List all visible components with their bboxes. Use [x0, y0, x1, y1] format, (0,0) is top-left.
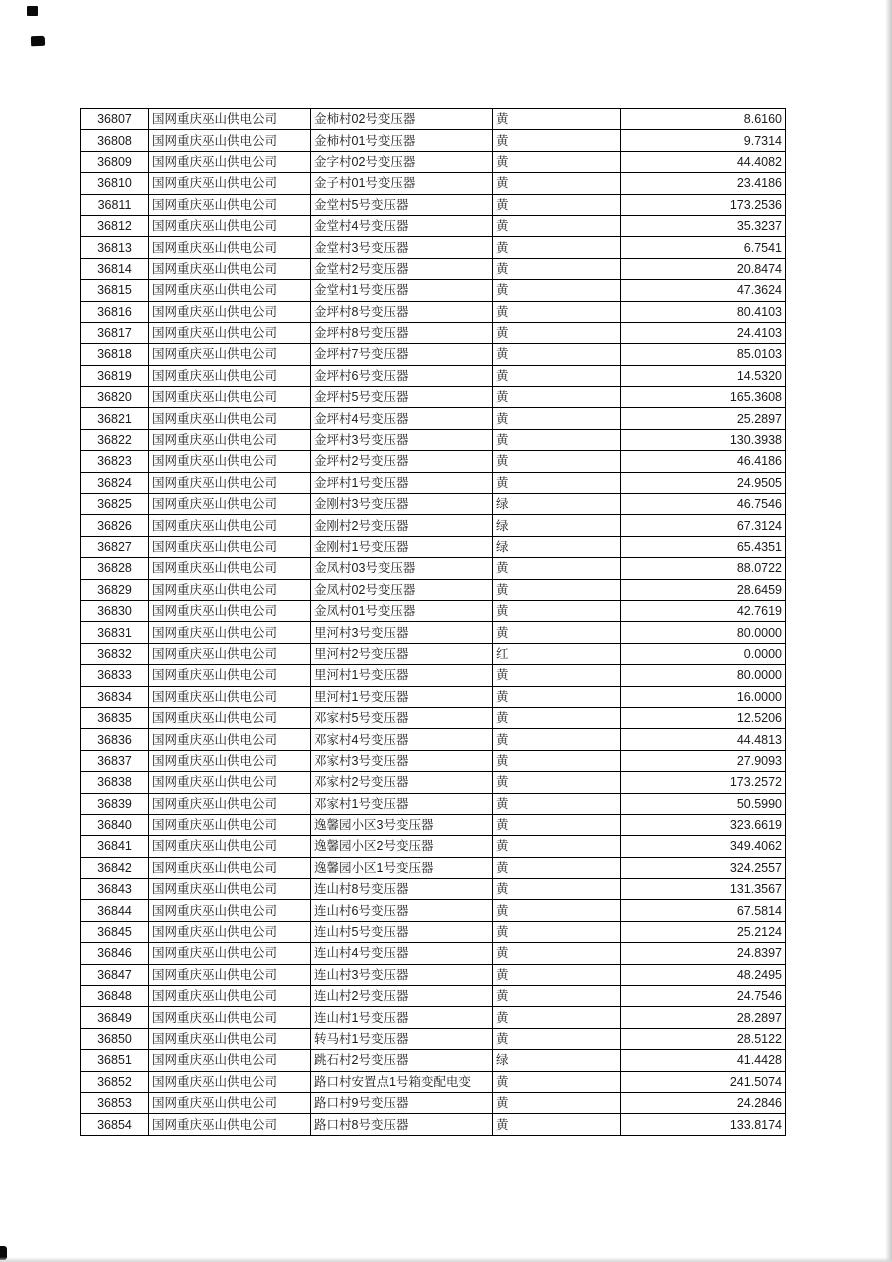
table-row — [81, 472, 786, 493]
table-row — [81, 322, 786, 343]
value-cell: 28.5122 — [621, 1028, 786, 1049]
transformer-cell: 金刚村3号变压器 — [311, 494, 493, 515]
status-cell: 黄 — [493, 258, 621, 279]
value-cell: 12.5206 — [621, 707, 786, 728]
value-cell: 130.3938 — [621, 429, 786, 450]
row-id-cell: 36832 — [81, 643, 149, 664]
company-cell: 国网重庆巫山供电公司 — [149, 686, 311, 707]
value-cell: 42.7619 — [621, 600, 786, 621]
row-id-cell: 36833 — [81, 665, 149, 686]
table-row — [81, 451, 786, 472]
transformer-cell: 里河村3号变压器 — [311, 622, 493, 643]
status-cell: 黄 — [493, 600, 621, 621]
transformer-cell: 连山村4号变压器 — [311, 943, 493, 964]
table-row — [81, 665, 786, 686]
row-id-cell: 36843 — [81, 879, 149, 900]
transformer-cell: 金凤村03号变压器 — [311, 558, 493, 579]
table-row — [81, 344, 786, 365]
table-row — [81, 1071, 786, 1092]
table-row — [81, 1092, 786, 1113]
table-row — [81, 857, 786, 878]
status-cell: 黄 — [493, 344, 621, 365]
row-id-cell: 36817 — [81, 322, 149, 343]
transformer-cell: 逸馨园小区1号变压器 — [311, 857, 493, 878]
table-row — [81, 151, 786, 172]
table-row — [81, 1114, 786, 1135]
row-id-cell: 36818 — [81, 344, 149, 365]
company-cell: 国网重庆巫山供电公司 — [149, 258, 311, 279]
company-cell: 国网重庆巫山供电公司 — [149, 494, 311, 515]
transformer-cell: 金堂村5号变压器 — [311, 194, 493, 215]
company-cell: 国网重庆巫山供电公司 — [149, 301, 311, 322]
company-cell: 国网重庆巫山供电公司 — [149, 237, 311, 258]
row-id-cell: 36816 — [81, 301, 149, 322]
row-id-cell: 36825 — [81, 494, 149, 515]
ink-mark-second — [31, 36, 45, 46]
value-cell: 46.7546 — [621, 494, 786, 515]
company-cell: 国网重庆巫山供电公司 — [149, 130, 311, 151]
transformer-cell: 邓家村5号变压器 — [311, 707, 493, 728]
table-row — [81, 173, 786, 194]
value-cell: 50.5990 — [621, 793, 786, 814]
table-row — [81, 408, 786, 429]
table-row — [81, 600, 786, 621]
table-row — [81, 750, 786, 771]
table-row — [81, 536, 786, 557]
company-cell: 国网重庆巫山供电公司 — [149, 1028, 311, 1049]
transformer-cell: 金坪村1号变压器 — [311, 472, 493, 493]
table-row — [81, 237, 786, 258]
company-cell: 国网重庆巫山供电公司 — [149, 1050, 311, 1071]
value-cell: 24.4103 — [621, 322, 786, 343]
value-cell: 67.5814 — [621, 900, 786, 921]
table-row — [81, 943, 786, 964]
row-id-cell: 36837 — [81, 750, 149, 771]
value-cell: 44.4813 — [621, 729, 786, 750]
status-cell: 绿 — [493, 515, 621, 536]
table-row — [81, 686, 786, 707]
value-cell: 35.3237 — [621, 215, 786, 236]
value-cell: 133.8174 — [621, 1114, 786, 1135]
transformer-cell: 金坪村5号变压器 — [311, 387, 493, 408]
value-cell: 65.4351 — [621, 536, 786, 557]
transformer-cell: 里河村1号变压器 — [311, 686, 493, 707]
company-cell: 国网重庆巫山供电公司 — [149, 921, 311, 942]
row-id-cell: 36838 — [81, 772, 149, 793]
value-cell: 14.5320 — [621, 365, 786, 386]
transformer-cell: 逸馨园小区3号变压器 — [311, 814, 493, 835]
table-row — [81, 1007, 786, 1028]
row-id-cell: 36829 — [81, 579, 149, 600]
row-id-cell: 36819 — [81, 365, 149, 386]
status-cell: 黄 — [493, 558, 621, 579]
company-cell: 国网重庆巫山供电公司 — [149, 1071, 311, 1092]
row-id-cell: 36841 — [81, 836, 149, 857]
row-id-cell: 36836 — [81, 729, 149, 750]
transformer-cell: 金刚村1号变压器 — [311, 536, 493, 557]
value-cell: 85.0103 — [621, 344, 786, 365]
status-cell: 黄 — [493, 964, 621, 985]
row-id-cell: 36823 — [81, 451, 149, 472]
value-cell: 24.9505 — [621, 472, 786, 493]
table-row — [81, 836, 786, 857]
row-id-cell: 36845 — [81, 921, 149, 942]
status-cell: 黄 — [493, 151, 621, 172]
status-cell: 黄 — [493, 365, 621, 386]
value-cell: 28.2897 — [621, 1007, 786, 1028]
row-id-cell: 36840 — [81, 814, 149, 835]
table-row — [81, 964, 786, 985]
transformer-cell: 连山村8号变压器 — [311, 879, 493, 900]
row-id-cell: 36824 — [81, 472, 149, 493]
table-row — [81, 879, 786, 900]
company-cell: 国网重庆巫山供电公司 — [149, 280, 311, 301]
transformer-cell: 金堂村2号变压器 — [311, 258, 493, 279]
row-id-cell: 36850 — [81, 1028, 149, 1049]
transformer-cell: 跳石村2号变压器 — [311, 1050, 493, 1071]
table-row — [81, 365, 786, 386]
value-cell: 173.2572 — [621, 772, 786, 793]
status-cell: 黄 — [493, 793, 621, 814]
transformer-cell: 逸馨园小区2号变压器 — [311, 836, 493, 857]
row-id-cell: 36808 — [81, 130, 149, 151]
value-cell: 41.4428 — [621, 1050, 786, 1071]
company-cell: 国网重庆巫山供电公司 — [149, 558, 311, 579]
value-cell: 173.2536 — [621, 194, 786, 215]
value-cell: 8.6160 — [621, 109, 786, 130]
company-cell: 国网重庆巫山供电公司 — [149, 665, 311, 686]
value-cell: 24.2846 — [621, 1092, 786, 1113]
table-row — [81, 986, 786, 1007]
transformer-cell: 金柿村02号变压器 — [311, 109, 493, 130]
company-cell: 国网重庆巫山供电公司 — [149, 707, 311, 728]
status-cell: 黄 — [493, 1092, 621, 1113]
row-id-cell: 36827 — [81, 536, 149, 557]
transformer-cell: 金坪村2号变压器 — [311, 451, 493, 472]
company-cell: 国网重庆巫山供电公司 — [149, 600, 311, 621]
company-cell: 国网重庆巫山供电公司 — [149, 536, 311, 557]
table-row — [81, 900, 786, 921]
table-row — [81, 194, 786, 215]
transformer-cell: 金刚村2号变压器 — [311, 515, 493, 536]
row-id-cell: 36835 — [81, 707, 149, 728]
row-id-cell: 36826 — [81, 515, 149, 536]
status-cell: 黄 — [493, 215, 621, 236]
table-row — [81, 772, 786, 793]
table-row — [81, 109, 786, 130]
table-row — [81, 515, 786, 536]
table-row — [81, 1050, 786, 1071]
transformer-cell: 金柿村01号变压器 — [311, 130, 493, 151]
value-cell: 23.4186 — [621, 173, 786, 194]
row-id-cell: 36820 — [81, 387, 149, 408]
status-cell: 绿 — [493, 536, 621, 557]
status-cell: 黄 — [493, 408, 621, 429]
status-cell: 黄 — [493, 943, 621, 964]
company-cell: 国网重庆巫山供电公司 — [149, 387, 311, 408]
status-cell: 黄 — [493, 579, 621, 600]
row-id-cell: 36821 — [81, 408, 149, 429]
value-cell: 24.7546 — [621, 986, 786, 1007]
status-cell: 黄 — [493, 879, 621, 900]
row-id-cell: 36810 — [81, 173, 149, 194]
transformer-cell: 邓家村2号变压器 — [311, 772, 493, 793]
status-cell: 黄 — [493, 280, 621, 301]
company-cell: 国网重庆巫山供电公司 — [149, 1114, 311, 1135]
transformer-cell: 里河村2号变压器 — [311, 643, 493, 664]
company-cell: 国网重庆巫山供电公司 — [149, 622, 311, 643]
status-cell: 黄 — [493, 900, 621, 921]
status-cell: 黄 — [493, 836, 621, 857]
table-row — [81, 280, 786, 301]
status-cell: 黄 — [493, 750, 621, 771]
company-cell: 国网重庆巫山供电公司 — [149, 173, 311, 194]
transformer-cell: 连山村2号变压器 — [311, 986, 493, 1007]
company-cell: 国网重庆巫山供电公司 — [149, 408, 311, 429]
transformer-cell: 金子村01号变压器 — [311, 173, 493, 194]
row-id-cell: 36822 — [81, 429, 149, 450]
company-cell: 国网重庆巫山供电公司 — [149, 643, 311, 664]
transformer-cell: 转马村1号变压器 — [311, 1028, 493, 1049]
company-cell: 国网重庆巫山供电公司 — [149, 836, 311, 857]
row-id-cell: 36853 — [81, 1092, 149, 1113]
row-id-cell: 36839 — [81, 793, 149, 814]
company-cell: 国网重庆巫山供电公司 — [149, 772, 311, 793]
company-cell: 国网重庆巫山供电公司 — [149, 429, 311, 450]
status-cell: 黄 — [493, 814, 621, 835]
company-cell: 国网重庆巫山供电公司 — [149, 472, 311, 493]
company-cell: 国网重庆巫山供电公司 — [149, 750, 311, 771]
transformer-cell: 金堂村3号变压器 — [311, 237, 493, 258]
company-cell: 国网重庆巫山供电公司 — [149, 365, 311, 386]
table-row — [81, 130, 786, 151]
status-cell: 黄 — [493, 387, 621, 408]
transformer-cell: 路口村9号变压器 — [311, 1092, 493, 1113]
status-cell: 黄 — [493, 301, 621, 322]
company-cell: 国网重庆巫山供电公司 — [149, 109, 311, 130]
status-cell: 黄 — [493, 622, 621, 643]
status-cell: 黄 — [493, 322, 621, 343]
row-id-cell: 36812 — [81, 215, 149, 236]
table-row — [81, 793, 786, 814]
table-row — [81, 729, 786, 750]
value-cell: 88.0722 — [621, 558, 786, 579]
status-cell: 黄 — [493, 772, 621, 793]
company-cell: 国网重庆巫山供电公司 — [149, 1092, 311, 1113]
company-cell: 国网重庆巫山供电公司 — [149, 322, 311, 343]
transformer-cell: 金坪村4号变压器 — [311, 408, 493, 429]
transformer-cell: 路口村安置点1号箱变配电变 — [311, 1071, 493, 1092]
status-cell: 黄 — [493, 237, 621, 258]
transformer-cell: 金坪村8号变压器 — [311, 322, 493, 343]
table-row — [81, 921, 786, 942]
table-row — [81, 301, 786, 322]
value-cell: 323.6619 — [621, 814, 786, 835]
value-cell: 27.9093 — [621, 750, 786, 771]
status-cell: 黄 — [493, 921, 621, 942]
value-cell: 48.2495 — [621, 964, 786, 985]
company-cell: 国网重庆巫山供电公司 — [149, 344, 311, 365]
status-cell: 黄 — [493, 857, 621, 878]
row-id-cell: 36815 — [81, 280, 149, 301]
company-cell: 国网重庆巫山供电公司 — [149, 986, 311, 1007]
table-row — [81, 1028, 786, 1049]
row-id-cell: 36851 — [81, 1050, 149, 1071]
transformer-cell: 连山村6号变压器 — [311, 900, 493, 921]
company-cell: 国网重庆巫山供电公司 — [149, 151, 311, 172]
value-cell: 44.4082 — [621, 151, 786, 172]
row-id-cell: 36834 — [81, 686, 149, 707]
table-row — [81, 643, 786, 664]
table-row — [81, 814, 786, 835]
company-cell: 国网重庆巫山供电公司 — [149, 451, 311, 472]
status-cell: 黄 — [493, 1028, 621, 1049]
value-cell: 20.8474 — [621, 258, 786, 279]
value-cell: 6.7541 — [621, 237, 786, 258]
status-cell: 黄 — [493, 686, 621, 707]
value-cell: 25.2124 — [621, 921, 786, 942]
row-id-cell: 36842 — [81, 857, 149, 878]
row-id-cell: 36807 — [81, 109, 149, 130]
value-cell: 28.6459 — [621, 579, 786, 600]
status-cell: 黄 — [493, 451, 621, 472]
status-cell: 黄 — [493, 665, 621, 686]
row-id-cell: 36849 — [81, 1007, 149, 1028]
row-id-cell: 36814 — [81, 258, 149, 279]
company-cell: 国网重庆巫山供电公司 — [149, 900, 311, 921]
value-cell: 165.3608 — [621, 387, 786, 408]
value-cell: 0.0000 — [621, 643, 786, 664]
status-cell: 黄 — [493, 472, 621, 493]
row-id-cell: 36848 — [81, 986, 149, 1007]
table-row — [81, 387, 786, 408]
value-cell: 80.4103 — [621, 301, 786, 322]
company-cell: 国网重庆巫山供电公司 — [149, 215, 311, 236]
table-row — [81, 707, 786, 728]
table-row — [81, 558, 786, 579]
page-edge-shadow-right — [885, 0, 892, 1262]
status-cell: 黄 — [493, 130, 621, 151]
row-id-cell: 36846 — [81, 943, 149, 964]
transformer-table — [80, 108, 786, 1136]
value-cell: 24.8397 — [621, 943, 786, 964]
status-cell: 黄 — [493, 173, 621, 194]
status-cell: 黄 — [493, 194, 621, 215]
value-cell: 349.4062 — [621, 836, 786, 857]
status-cell: 黄 — [493, 707, 621, 728]
row-id-cell: 36811 — [81, 194, 149, 215]
status-cell: 绿 — [493, 1050, 621, 1071]
status-cell: 黄 — [493, 729, 621, 750]
transformer-cell: 金堂村4号变压器 — [311, 215, 493, 236]
page-edge-shadow-bottom — [0, 1257, 892, 1262]
value-cell: 46.4186 — [621, 451, 786, 472]
table-row — [81, 258, 786, 279]
row-id-cell: 36828 — [81, 558, 149, 579]
table-row — [81, 622, 786, 643]
company-cell: 国网重庆巫山供电公司 — [149, 194, 311, 215]
table-row — [81, 579, 786, 600]
value-cell: 16.0000 — [621, 686, 786, 707]
transformer-cell: 金坪村8号变压器 — [311, 301, 493, 322]
status-cell: 黄 — [493, 986, 621, 1007]
row-id-cell: 36847 — [81, 964, 149, 985]
value-cell: 80.0000 — [621, 665, 786, 686]
value-cell: 25.2897 — [621, 408, 786, 429]
table-row — [81, 215, 786, 236]
row-id-cell: 36854 — [81, 1114, 149, 1135]
company-cell: 国网重庆巫山供电公司 — [149, 729, 311, 750]
ink-mark-top — [27, 6, 38, 16]
company-cell: 国网重庆巫山供电公司 — [149, 964, 311, 985]
status-cell: 黄 — [493, 1114, 621, 1135]
value-cell: 324.2557 — [621, 857, 786, 878]
table-body — [81, 109, 786, 1136]
transformer-cell: 金凤村02号变压器 — [311, 579, 493, 600]
transformer-cell: 路口村8号变压器 — [311, 1114, 493, 1135]
status-cell: 黄 — [493, 109, 621, 130]
status-cell: 黄 — [493, 1071, 621, 1092]
status-cell: 黄 — [493, 1007, 621, 1028]
transformer-cell: 金堂村1号变压器 — [311, 280, 493, 301]
transformer-cell: 里河村1号变压器 — [311, 665, 493, 686]
transformer-cell: 邓家村4号变压器 — [311, 729, 493, 750]
transformer-cell: 金坪村6号变压器 — [311, 365, 493, 386]
value-cell: 80.0000 — [621, 622, 786, 643]
transformer-cell: 连山村1号变压器 — [311, 1007, 493, 1028]
status-cell: 红 — [493, 643, 621, 664]
value-cell: 131.3567 — [621, 879, 786, 900]
row-id-cell: 36813 — [81, 237, 149, 258]
value-cell: 9.7314 — [621, 130, 786, 151]
row-id-cell: 36852 — [81, 1071, 149, 1092]
row-id-cell: 36831 — [81, 622, 149, 643]
transformer-cell: 金坪村7号变压器 — [311, 344, 493, 365]
transformer-cell: 邓家村3号变压器 — [311, 750, 493, 771]
transformer-cell: 金凤村01号变压器 — [311, 600, 493, 621]
transformer-cell: 金字村02号变压器 — [311, 151, 493, 172]
value-cell: 241.5074 — [621, 1071, 786, 1092]
value-cell: 67.3124 — [621, 515, 786, 536]
row-id-cell: 36809 — [81, 151, 149, 172]
company-cell: 国网重庆巫山供电公司 — [149, 943, 311, 964]
company-cell: 国网重庆巫山供电公司 — [149, 814, 311, 835]
company-cell: 国网重庆巫山供电公司 — [149, 579, 311, 600]
company-cell: 国网重庆巫山供电公司 — [149, 1007, 311, 1028]
value-cell: 47.3624 — [621, 280, 786, 301]
company-cell: 国网重庆巫山供电公司 — [149, 879, 311, 900]
transformer-cell: 连山村5号变压器 — [311, 921, 493, 942]
company-cell: 国网重庆巫山供电公司 — [149, 857, 311, 878]
company-cell: 国网重庆巫山供电公司 — [149, 793, 311, 814]
transformer-cell: 连山村3号变压器 — [311, 964, 493, 985]
row-id-cell: 36830 — [81, 600, 149, 621]
transformer-cell: 邓家村1号变压器 — [311, 793, 493, 814]
row-id-cell: 36844 — [81, 900, 149, 921]
table-row — [81, 494, 786, 515]
status-cell: 黄 — [493, 429, 621, 450]
company-cell: 国网重庆巫山供电公司 — [149, 515, 311, 536]
table-row — [81, 429, 786, 450]
status-cell: 绿 — [493, 494, 621, 515]
transformer-cell: 金坪村3号变压器 — [311, 429, 493, 450]
